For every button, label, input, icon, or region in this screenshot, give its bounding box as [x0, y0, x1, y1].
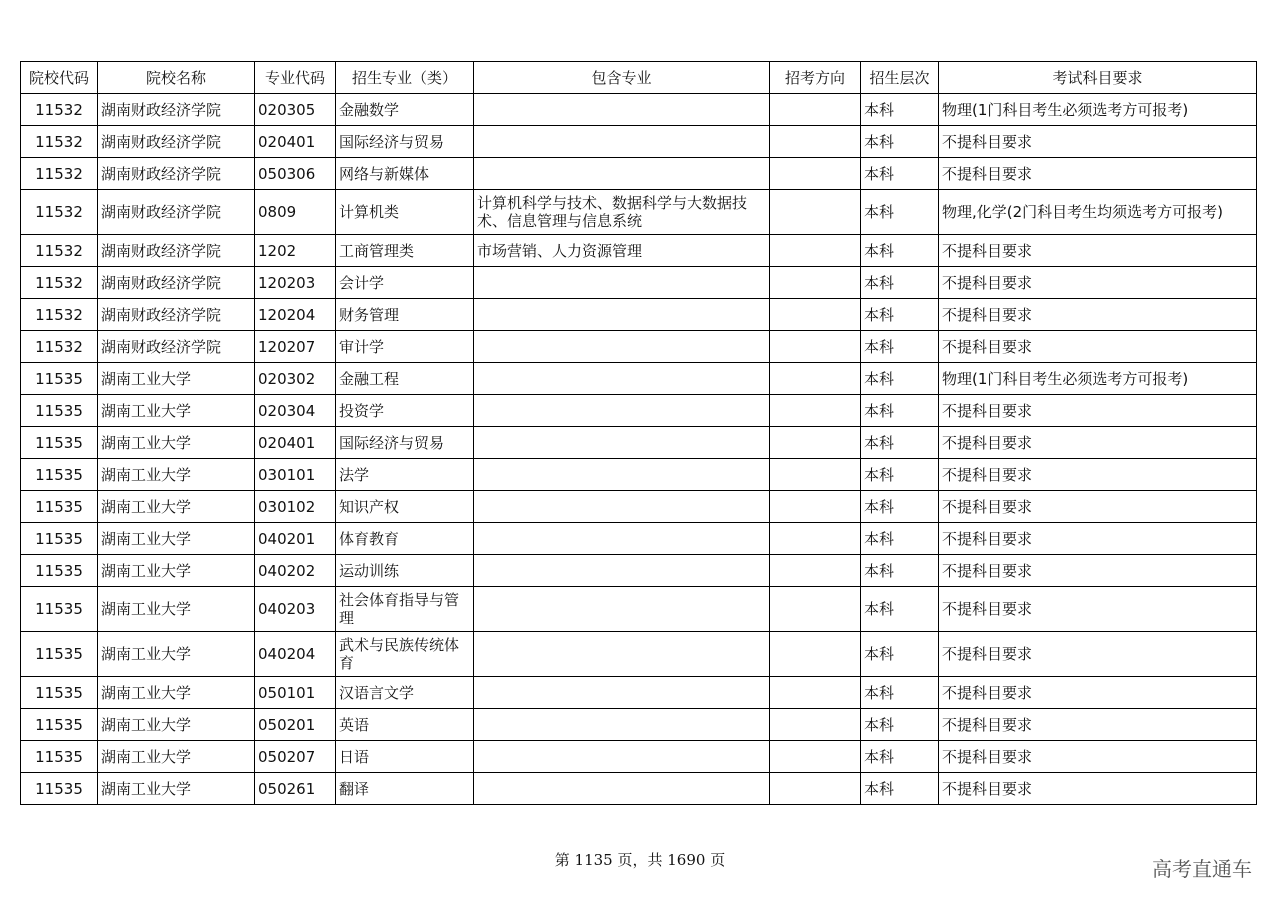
included-majors-cell: [474, 709, 770, 741]
school-name-cell: 湖南工业大学: [98, 677, 255, 709]
header-col-direction: 招考方向: [770, 62, 861, 94]
school-name-cell: 湖南财政经济学院: [98, 158, 255, 190]
level-cell: 本科: [861, 632, 939, 677]
major-name-cell: 计算机类: [336, 190, 474, 235]
school-name-cell: 湖南工业大学: [98, 632, 255, 677]
included-majors-cell: [474, 395, 770, 427]
school-code-cell: 11535: [21, 395, 98, 427]
table-row: [21, 126, 1257, 158]
table-row: [21, 555, 1257, 587]
direction-cell: [770, 299, 861, 331]
major-code-cell: 020304: [255, 395, 336, 427]
school-code-cell: 11535: [21, 709, 98, 741]
school-code-cell: 11535: [21, 459, 98, 491]
subject-requirement-cell: 不提科目要求: [939, 331, 1257, 363]
major-name-cell: 英语: [336, 709, 474, 741]
school-name-cell: 湖南财政经济学院: [98, 331, 255, 363]
direction-cell: [770, 235, 861, 267]
school-name-cell: 湖南财政经济学院: [98, 267, 255, 299]
subject-requirement-cell: 不提科目要求: [939, 677, 1257, 709]
school-name-cell: 湖南工业大学: [98, 491, 255, 523]
included-majors-cell: [474, 555, 770, 587]
table-row: [21, 741, 1257, 773]
table-row: [21, 158, 1257, 190]
school-name-cell: 湖南工业大学: [98, 709, 255, 741]
subject-requirement-cell: 不提科目要求: [939, 126, 1257, 158]
subject-requirement-cell: 不提科目要求: [939, 773, 1257, 805]
table-row: [21, 267, 1257, 299]
level-cell: 本科: [861, 158, 939, 190]
subject-requirement-cell: 不提科目要求: [939, 158, 1257, 190]
level-cell: 本科: [861, 555, 939, 587]
level-cell: 本科: [861, 299, 939, 331]
school-name-cell: 湖南工业大学: [98, 363, 255, 395]
direction-cell: [770, 741, 861, 773]
major-code-cell: 120207: [255, 331, 336, 363]
major-code-cell: 050101: [255, 677, 336, 709]
page-number: 第 1135 页，共 1690 页: [554, 851, 726, 869]
table-row: [21, 709, 1257, 741]
direction-cell: [770, 632, 861, 677]
table-body: [21, 94, 1257, 805]
school-name-cell: 湖南工业大学: [98, 427, 255, 459]
included-majors-cell: [474, 331, 770, 363]
table-row: [21, 773, 1257, 805]
school-name-cell: 湖南工业大学: [98, 555, 255, 587]
subject-requirement-cell: 不提科目要求: [939, 741, 1257, 773]
included-majors-cell: [474, 459, 770, 491]
direction-cell: [770, 459, 861, 491]
table-row: [21, 491, 1257, 523]
school-code-cell: 11535: [21, 632, 98, 677]
direction-cell: [770, 363, 861, 395]
included-majors-cell: [474, 741, 770, 773]
included-majors-cell: [474, 363, 770, 395]
major-code-cell: 050207: [255, 741, 336, 773]
school-name-cell: 湖南工业大学: [98, 587, 255, 632]
subject-requirement-cell: 不提科目要求: [939, 632, 1257, 677]
included-majors-cell: [474, 427, 770, 459]
direction-cell: [770, 709, 861, 741]
table-row: [21, 94, 1257, 126]
level-cell: 本科: [861, 331, 939, 363]
subject-requirement-cell: 不提科目要求: [939, 491, 1257, 523]
subject-requirement-cell: 不提科目要求: [939, 709, 1257, 741]
school-code-cell: 11532: [21, 126, 98, 158]
direction-cell: [770, 158, 861, 190]
table-row: [21, 587, 1257, 632]
major-code-cell: 020401: [255, 427, 336, 459]
major-code-cell: 020305: [255, 94, 336, 126]
level-cell: 本科: [861, 677, 939, 709]
school-code-cell: 11535: [21, 555, 98, 587]
included-majors-cell: [474, 158, 770, 190]
subject-requirement-cell: 不提科目要求: [939, 299, 1257, 331]
level-cell: 本科: [861, 773, 939, 805]
table-row: [21, 331, 1257, 363]
major-code-cell: 050306: [255, 158, 336, 190]
major-name-cell: 网络与新媒体: [336, 158, 474, 190]
included-majors-cell: 市场营销、人力资源管理: [474, 235, 770, 267]
major-code-cell: 1202: [255, 235, 336, 267]
direction-cell: [770, 126, 861, 158]
school-code-cell: 11535: [21, 491, 98, 523]
table-row: [21, 395, 1257, 427]
school-name-cell: 湖南工业大学: [98, 773, 255, 805]
school-name-cell: 湖南财政经济学院: [98, 126, 255, 158]
school-name-cell: 湖南工业大学: [98, 395, 255, 427]
school-code-cell: 11535: [21, 427, 98, 459]
major-name-cell: 会计学: [336, 267, 474, 299]
level-cell: 本科: [861, 94, 939, 126]
school-name-cell: 湖南财政经济学院: [98, 299, 255, 331]
school-name-cell: 湖南工业大学: [98, 523, 255, 555]
direction-cell: [770, 427, 861, 459]
table-row: [21, 427, 1257, 459]
header-col-school-name: 院校名称: [98, 62, 255, 94]
direction-cell: [770, 94, 861, 126]
subject-requirement-cell: 不提科目要求: [939, 523, 1257, 555]
included-majors-cell: [474, 94, 770, 126]
header-col-included-majors: 包含专业: [474, 62, 770, 94]
major-code-cell: 0809: [255, 190, 336, 235]
header-col-major-code: 专业代码: [255, 62, 336, 94]
direction-cell: [770, 395, 861, 427]
major-name-cell: 金融数学: [336, 94, 474, 126]
school-code-cell: 11535: [21, 677, 98, 709]
included-majors-cell: [474, 491, 770, 523]
level-cell: 本科: [861, 523, 939, 555]
included-majors-cell: [474, 677, 770, 709]
major-name-cell: 审计学: [336, 331, 474, 363]
major-name-cell: 日语: [336, 741, 474, 773]
header-col-level: 招生层次: [861, 62, 939, 94]
major-code-cell: 050201: [255, 709, 336, 741]
table-row: [21, 677, 1257, 709]
table-row: [21, 523, 1257, 555]
subject-requirement-cell: 不提科目要求: [939, 427, 1257, 459]
included-majors-cell: [474, 267, 770, 299]
major-code-cell: 040203: [255, 587, 336, 632]
direction-cell: [770, 773, 861, 805]
direction-cell: [770, 267, 861, 299]
major-name-cell: 运动训练: [336, 555, 474, 587]
major-code-cell: 050261: [255, 773, 336, 805]
major-name-cell: 武术与民族传统体育: [336, 632, 474, 677]
school-code-cell: 11535: [21, 741, 98, 773]
level-cell: 本科: [861, 126, 939, 158]
school-code-cell: 11532: [21, 190, 98, 235]
school-code-cell: 11532: [21, 267, 98, 299]
subject-requirement-cell: 物理,化学(2门科目考生均须选考方可报考): [939, 190, 1257, 235]
direction-cell: [770, 331, 861, 363]
major-name-cell: 财务管理: [336, 299, 474, 331]
included-majors-cell: [474, 773, 770, 805]
included-majors-cell: [474, 523, 770, 555]
subject-requirement-cell: 不提科目要求: [939, 555, 1257, 587]
major-code-cell: 120203: [255, 267, 336, 299]
major-code-cell: 030102: [255, 491, 336, 523]
level-cell: 本科: [861, 459, 939, 491]
major-name-cell: 国际经济与贸易: [336, 126, 474, 158]
direction-cell: [770, 190, 861, 235]
school-code-cell: 11532: [21, 299, 98, 331]
major-name-cell: 工商管理类: [336, 235, 474, 267]
subject-requirement-cell: 不提科目要求: [939, 459, 1257, 491]
included-majors-cell: [474, 587, 770, 632]
subject-requirement-cell: 物理(1门科目考生必须选考方可报考): [939, 94, 1257, 126]
header-col-school-code: 院校代码: [21, 62, 98, 94]
major-code-cell: 020401: [255, 126, 336, 158]
school-code-cell: 11535: [21, 587, 98, 632]
major-code-cell: 030101: [255, 459, 336, 491]
level-cell: 本科: [861, 267, 939, 299]
major-code-cell: 020302: [255, 363, 336, 395]
major-code-cell: 040201: [255, 523, 336, 555]
direction-cell: [770, 491, 861, 523]
major-name-cell: 金融工程: [336, 363, 474, 395]
direction-cell: [770, 677, 861, 709]
subject-requirement-cell: 不提科目要求: [939, 395, 1257, 427]
school-name-cell: 湖南财政经济学院: [98, 235, 255, 267]
school-code-cell: 11532: [21, 235, 98, 267]
header-row: [21, 62, 1257, 94]
major-name-cell: 投资学: [336, 395, 474, 427]
school-name-cell: 湖南财政经济学院: [98, 94, 255, 126]
included-majors-cell: 计算机科学与技术、数据科学与大数据技术、信息管理与信息系统: [474, 190, 770, 235]
level-cell: 本科: [861, 587, 939, 632]
major-name-cell: 社会体育指导与管理: [336, 587, 474, 632]
level-cell: 本科: [861, 395, 939, 427]
school-code-cell: 11532: [21, 331, 98, 363]
school-code-cell: 11535: [21, 773, 98, 805]
level-cell: 本科: [861, 491, 939, 523]
level-cell: 本科: [861, 427, 939, 459]
subject-requirement-cell: 不提科目要求: [939, 587, 1257, 632]
school-name-cell: 湖南工业大学: [98, 459, 255, 491]
school-name-cell: 湖南工业大学: [98, 741, 255, 773]
table-row: [21, 632, 1257, 677]
level-cell: 本科: [861, 190, 939, 235]
major-name-cell: 翻译: [336, 773, 474, 805]
major-name-cell: 体育教育: [336, 523, 474, 555]
header-col-major: 招生专业（类）: [336, 62, 474, 94]
major-code-cell: 040204: [255, 632, 336, 677]
included-majors-cell: [474, 632, 770, 677]
watermark: 高考直通车: [1152, 857, 1252, 881]
table-row: [21, 299, 1257, 331]
major-name-cell: 国际经济与贸易: [336, 427, 474, 459]
included-majors-cell: [474, 299, 770, 331]
included-majors-cell: [474, 126, 770, 158]
level-cell: 本科: [861, 363, 939, 395]
major-code-cell: 120204: [255, 299, 336, 331]
school-code-cell: 11532: [21, 94, 98, 126]
subject-requirement-cell: 不提科目要求: [939, 267, 1257, 299]
subject-requirement-cell: 不提科目要求: [939, 235, 1257, 267]
direction-cell: [770, 555, 861, 587]
table-row: [21, 235, 1257, 267]
direction-cell: [770, 587, 861, 632]
major-name-cell: 汉语言文学: [336, 677, 474, 709]
table-row: [21, 363, 1257, 395]
subject-requirement-cell: 物理(1门科目考生必须选考方可报考): [939, 363, 1257, 395]
admissions-table: [20, 61, 1257, 805]
major-name-cell: 知识产权: [336, 491, 474, 523]
table-header: [21, 62, 1257, 94]
header-col-subject-requirement: 考试科目要求: [939, 62, 1257, 94]
school-name-cell: 湖南财政经济学院: [98, 190, 255, 235]
school-code-cell: 11535: [21, 523, 98, 555]
table-row: [21, 190, 1257, 235]
level-cell: 本科: [861, 709, 939, 741]
school-code-cell: 11535: [21, 363, 98, 395]
table-row: [21, 459, 1257, 491]
direction-cell: [770, 523, 861, 555]
major-name-cell: 法学: [336, 459, 474, 491]
level-cell: 本科: [861, 235, 939, 267]
major-code-cell: 040202: [255, 555, 336, 587]
level-cell: 本科: [861, 741, 939, 773]
school-code-cell: 11532: [21, 158, 98, 190]
